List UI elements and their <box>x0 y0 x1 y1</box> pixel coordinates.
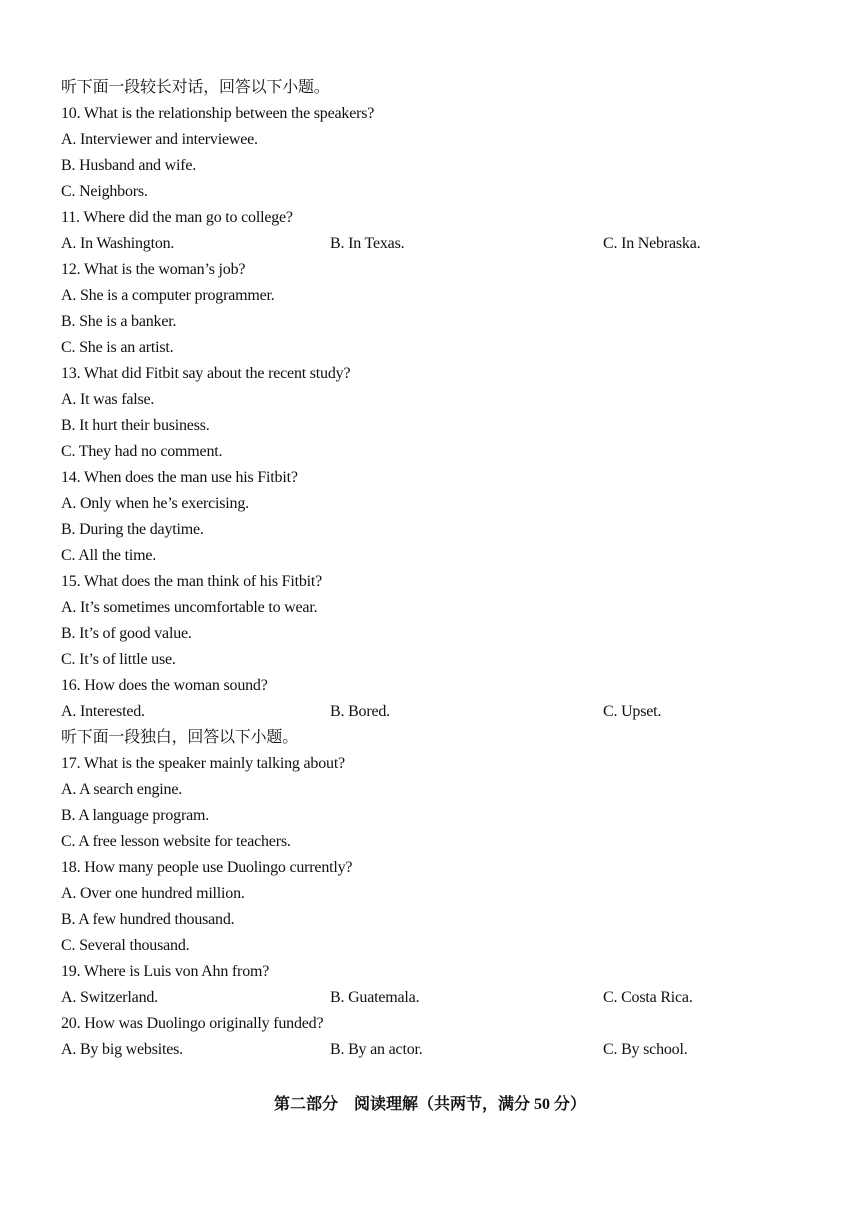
q14-option-b: B. During the daytime. <box>61 521 204 538</box>
question-12: 12. What is the woman’s job? <box>61 261 246 278</box>
q12-option-c: C. She is an artist. <box>61 339 174 356</box>
reading-section-heading: 第二部分 阅读理解（共两节，满分 50 分） <box>273 1096 586 1113</box>
q12-option-b: B. She is a banker. <box>61 313 177 330</box>
q12-option-a: A. She is a computer programmer. <box>61 287 275 304</box>
q19-option-c: C. Costa Rica. <box>603 989 693 1006</box>
q16-option-c: C. Upset. <box>603 703 662 720</box>
q11-option-c: C. In Nebraska. <box>603 235 701 252</box>
q19-option-b: B. Guatemala. <box>330 989 420 1006</box>
question-15: 15. What does the man think of his Fitbit? <box>61 573 323 590</box>
q11-option-b: B. In Texas. <box>330 235 405 252</box>
q17-option-c: C. A free lesson website for teachers. <box>61 833 291 850</box>
dialogue-instruction: 听下面一段较长对话，回答以下小题。 <box>61 79 330 96</box>
q16-option-b: B. Bored. <box>330 703 390 720</box>
question-10: 10. What is the relationship between the speakers? <box>61 105 375 122</box>
q18-option-a: A. Over one hundred million. <box>61 885 245 902</box>
q13-option-c: C. They had no comment. <box>61 443 223 460</box>
question-16: 16. How does the woman sound? <box>61 677 268 694</box>
q14-option-a: A. Only when he’s exercising. <box>61 495 249 512</box>
question-18: 18. How many people use Duolingo currently? <box>61 859 353 876</box>
q18-option-b: B. A few hundred thousand. <box>61 911 235 928</box>
q11-options <box>61 231 821 257</box>
question-17: 17. What is the speaker mainly talking about? <box>61 755 345 772</box>
question-14: 14. When does the man use his Fitbit? <box>61 469 298 486</box>
question-20: 20. How was Duolingo originally funded? <box>61 1015 324 1032</box>
q18-option-c: C. Several thousand. <box>61 937 190 954</box>
q10-option-a: A. Interviewer and interviewee. <box>61 131 258 148</box>
q20-options <box>61 1037 821 1063</box>
q15-option-c: C. It’s of little use. <box>61 651 176 668</box>
q16-option-a: A. Interested. <box>61 703 145 720</box>
q17-option-a: A. A search engine. <box>61 781 183 798</box>
q13-option-a: A. It was false. <box>61 391 155 408</box>
listening-section <box>61 75 821 1063</box>
question-11: 11. Where did the man go to college? <box>61 209 293 226</box>
q20-option-c: C. By school. <box>603 1041 688 1058</box>
monologue-instruction: 听下面一段独白，回答以下小题。 <box>61 729 299 746</box>
q15-option-b: B. It’s of good value. <box>61 625 192 642</box>
question-13: 13. What did Fitbit say about the recent study? <box>61 365 351 382</box>
q10-option-b: B. Husband and wife. <box>61 157 197 174</box>
q11-option-a: A. In Washington. <box>61 235 175 252</box>
q10-option-c: C. Neighbors. <box>61 183 148 200</box>
q20-option-b: B. By an actor. <box>330 1041 423 1058</box>
q17-option-b: B. A language program. <box>61 807 210 824</box>
q13-option-b: B. It hurt their business. <box>61 417 210 434</box>
q19-options <box>61 985 821 1011</box>
q16-options <box>61 699 821 725</box>
q19-option-a: A. Switzerland. <box>61 989 158 1006</box>
q20-option-a: A. By big websites. <box>61 1041 183 1058</box>
q14-option-c: C. All the time. <box>61 547 157 564</box>
q15-option-a: A. It’s sometimes uncomfortable to wear. <box>61 599 318 616</box>
question-19: 19. Where is Luis von Ahn from? <box>61 963 270 980</box>
